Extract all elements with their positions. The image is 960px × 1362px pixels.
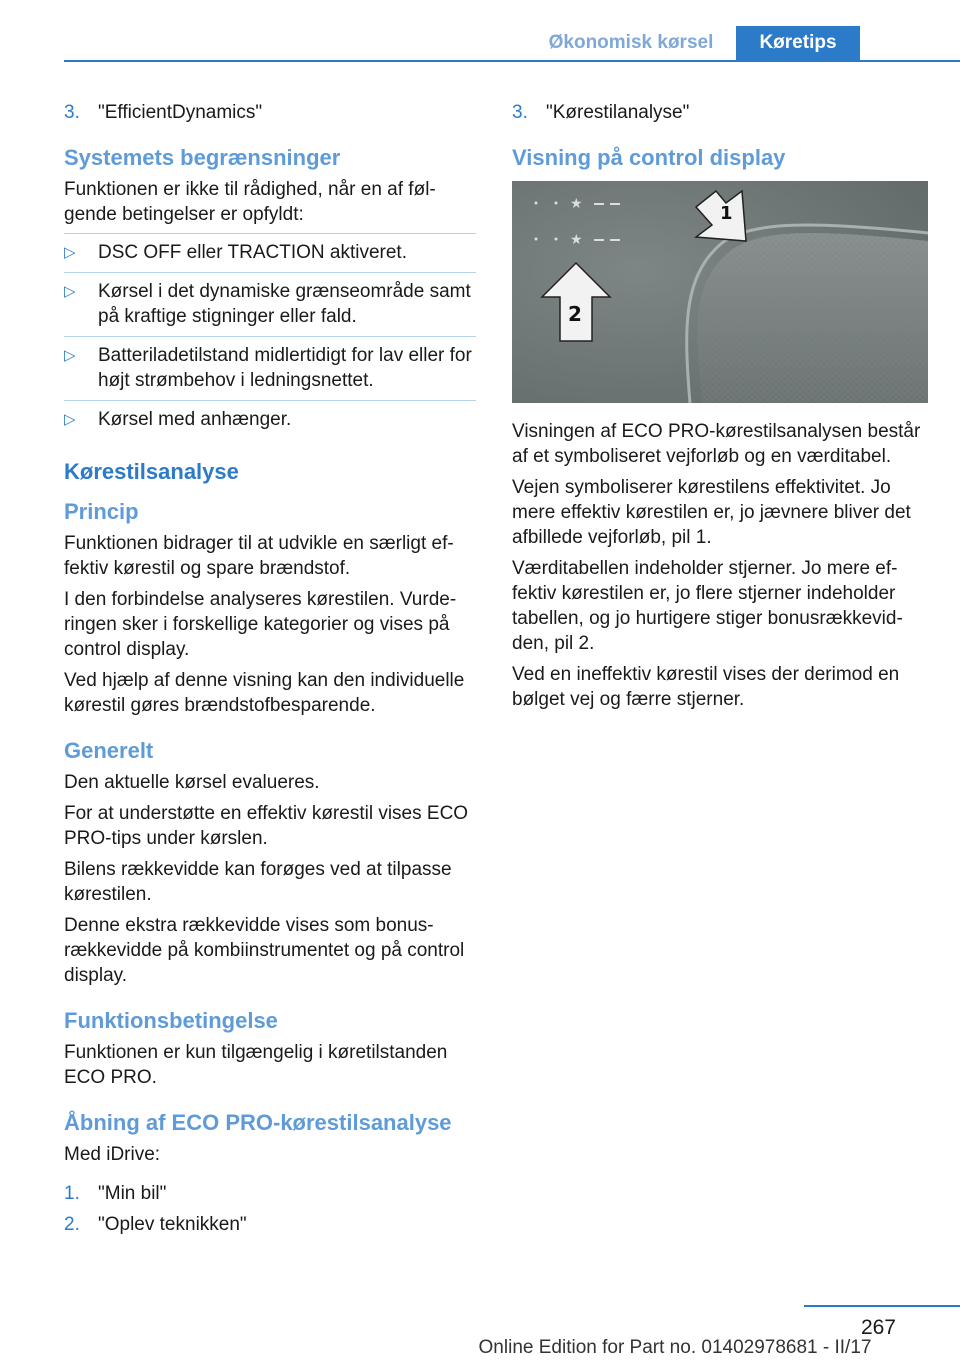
- paragraph: Denne ekstra rækkevidde vises som bonusrækkevidde på kombiinstrumentet og på control display.: [64, 915, 465, 986]
- list-item: [64, 233, 476, 273]
- heading-princip: Princip: [64, 499, 139, 524]
- footer-rule: [804, 1305, 960, 1307]
- step-text: "Oplev teknikken": [98, 1214, 247, 1235]
- paragraph: Ved en ineffektiv kørestil vises der derimod en bølget vej og færre stjerner.: [512, 664, 900, 710]
- heading-visning: Visning på control display: [512, 145, 786, 170]
- step-number: 2.: [64, 1214, 80, 1235]
- edition-text: Online Edition for Part no. 01402978681 - II/17: [478, 1337, 872, 1358]
- eco-pro-display-figure: [512, 181, 928, 403]
- paragraph: Funktionen er ikke til rådighed, når en af følgende betingelser er opfyldt:: [64, 179, 436, 225]
- list-item: [64, 337, 476, 401]
- triangle-right-icon: ▷: [64, 244, 76, 261]
- active-tab[interactable]: Køretips: [736, 26, 860, 62]
- paragraph: Funktionen er kun tilgængelig i køretilstanden ECO PRO.: [64, 1042, 448, 1088]
- list-item-text: Batteriladetilstand midlertidigt for lav eller for højt strømbehov i ledningsnettet.: [98, 345, 472, 391]
- left-column: [64, 100, 476, 1243]
- paragraph: Visningen af ECO PRO-kørestilsanalysen består af et symboliseret vejforløb og en værditabel.: [512, 421, 921, 467]
- right-column: [512, 100, 924, 718]
- step-item: [64, 100, 476, 125]
- step-number: 3.: [512, 102, 528, 123]
- paragraph: For at understøtte en effektiv kørestil vises ECO PRO-tips under kørslen.: [64, 803, 469, 849]
- step-item: [64, 1212, 476, 1237]
- step-text: "Kørestilanalyse": [546, 102, 690, 123]
- paragraph: Ved hjælp af denne visning kan den individuelle kørestil gøres brændstofbesparende.: [64, 670, 465, 716]
- list-item: [64, 273, 476, 337]
- paragraph: Funktionen bidrager til at udvikle en særligt effektiv kørestil og spare brændstof.: [64, 533, 454, 579]
- arrow-2-label: 2: [568, 302, 582, 326]
- list-item-text: DSC OFF eller TRACTION aktiveret.: [98, 242, 407, 263]
- section-tab[interactable]: Økonomisk kørsel: [548, 32, 714, 53]
- list-item-text: Kørsel i det dynamiske grænseområde samt på kraftige stigninger eller fald.: [98, 281, 471, 327]
- list-item-text: Kørsel med anhænger.: [98, 409, 292, 430]
- paragraph: Med iDrive:: [64, 1144, 161, 1165]
- heading-generelt: Generelt: [64, 738, 154, 763]
- arrow-1-label: 1: [720, 203, 733, 224]
- step-item: [512, 100, 924, 125]
- triangle-right-icon: ▷: [64, 347, 76, 364]
- step-text: "Min bil": [98, 1183, 167, 1204]
- heading-systemets: Systemets begrænsninger: [64, 145, 341, 170]
- bullet-list: [64, 233, 476, 439]
- heading-korestilsanalyse: Kørestilsanalyse: [64, 459, 239, 484]
- step-number: 3.: [64, 102, 80, 123]
- paragraph: Den aktuelle kørsel evalueres.: [64, 772, 320, 793]
- paragraph: Vejen symboliserer kørestilens effektivitet. Jo mere effektiv kørestilen er, jo jævnere bliver det afbillede vejforløb, pil 1.: [512, 477, 911, 548]
- paragraph: Værditabellen indeholder stjerner. Jo mere effektiv kørestilen er, jo flere stjerner indeholder tabellen, og jo hurtigere stiger bonusrækkevidden, pil 2.: [512, 558, 903, 654]
- page-number: 267: [860, 1316, 896, 1339]
- star-icon: ★: [570, 232, 583, 248]
- star-icon: ★: [570, 196, 583, 212]
- triangle-right-icon: ▷: [64, 283, 76, 300]
- step-text: "EfficientDynamics": [98, 102, 263, 123]
- step-number: 1.: [64, 1183, 80, 1204]
- paragraph: I den forbindelse analyseres kørestilen. Vurderingen sker i forskellige kategorier og vises på control display.: [64, 589, 457, 660]
- step-item: [64, 1181, 476, 1206]
- heading-funktionsbetingelse: Funktionsbetingelse: [64, 1008, 278, 1033]
- paragraph: Bilens rækkevidde kan forøges ved at tilpasse kørestilen.: [64, 859, 452, 905]
- triangle-right-icon: ▷: [64, 411, 76, 428]
- list-item: [64, 401, 476, 439]
- header-rule: [64, 60, 960, 62]
- heading-abning: Åbning af ECO PRO-kørestilsanalyse: [64, 1110, 452, 1135]
